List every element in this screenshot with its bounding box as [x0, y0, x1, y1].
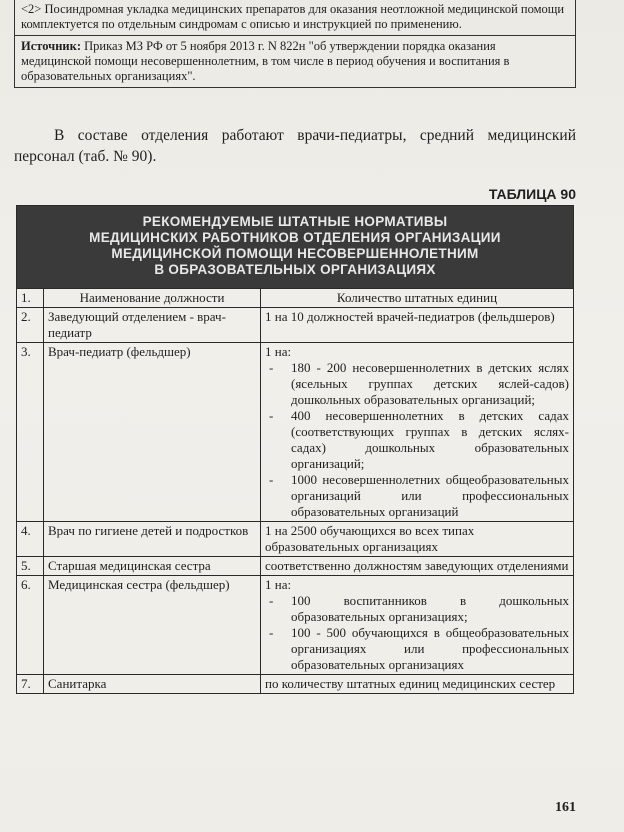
row-number: 7.	[17, 675, 44, 694]
table-row	[17, 522, 574, 557]
position-cell: Заведующий отделением - врач-педиатр	[44, 308, 261, 343]
column-header-row	[17, 289, 574, 308]
position-cell: Врач-педиатр (фельдшер)	[44, 343, 261, 522]
row-number: 6.	[17, 576, 44, 675]
position-cell: Врач по гигиене детей и подростков	[44, 522, 261, 557]
table-title-line: МЕДИЦИНСКОЙ ПОМОЩИ НЕСОВЕРШЕННОЛЕТНИМ	[111, 246, 479, 261]
position-cell: Медицинская сестра (фельдшер)	[44, 576, 261, 675]
count-cell: 1 на 2500 обучающихся во всех типах образовательных организациях	[261, 522, 574, 557]
count-cell: по количеству штатных единиц медицинских сестер	[261, 675, 574, 694]
source-box	[14, 0, 576, 88]
table-row	[17, 576, 574, 675]
count-intro: 1 на:	[265, 344, 292, 359]
position-cell: Санитарка	[44, 675, 261, 694]
table-caption: ТАБЛИЦА 90	[488, 186, 576, 202]
count-intro: 1 на:	[265, 577, 292, 592]
page-number: 161	[555, 800, 576, 815]
position-cell: Старшая медицинская сестра	[44, 557, 261, 576]
count-cell: 1 на 10 должностей врачей-педиатров (фельдшеров)	[261, 308, 574, 343]
count-cell	[261, 576, 574, 675]
table-title-line: РЕКОМЕНДУЕМЫЕ ШТАТНЫЕ НОРМАТИВЫ	[142, 214, 448, 229]
table-title	[17, 206, 574, 289]
col-position-header: Наименование должности	[44, 289, 261, 308]
source-text: Приказ МЗ РФ от 5 ноября 2013 г. N 822н "об утверждении порядка оказания медицинской помощи несовершеннолетним, в том числе в период обучения и воспитания в образовательных организациях".	[21, 39, 510, 83]
table-row	[17, 675, 574, 694]
row-number: 5.	[17, 557, 44, 576]
list-item: - 100 воспитанников в дошкольных образовательных организациях;	[265, 593, 569, 625]
table-row	[17, 557, 574, 576]
source-label: Источник:	[21, 39, 81, 53]
row-number: 4.	[17, 522, 44, 557]
count-list	[265, 360, 569, 520]
table-row	[17, 343, 574, 522]
col-number-header: 1.	[17, 289, 44, 308]
list-item: - 400 несовершеннолетних в детских садах (соответствующих группах в детских яслях-садах) дошкольных образовательных организаций;	[265, 408, 569, 472]
table-row	[17, 308, 574, 343]
table-title-line: МЕДИЦИНСКИХ РАБОТНИКОВ ОТДЕЛЕНИЯ ОРГАНИЗАЦИИ	[89, 230, 501, 245]
list-item: - 100 - 500 обучающихся в общеобразовательных организациях или профессиональных образовательных организациях	[265, 625, 569, 673]
footnote-text: <2> Посиндромная укладка медицинских препаратов для оказания неотложной медицинской помощи комплектуется по отдельным синдромам с описью и инструкцией по применению.	[15, 0, 575, 36]
list-item: - 1000 несовершеннолетних общеобразовательных организаций или профессиональных образовательных организаций	[265, 472, 569, 520]
source-citation	[15, 36, 575, 87]
table-header-row	[17, 206, 574, 289]
list-item: - 180 - 200 несовершеннолетних в детских яслях (ясельных группах детских яслей-садов) дошкольных образовательных организаций;	[265, 360, 569, 408]
count-cell: соответственно должностям заведующих отделениями	[261, 557, 574, 576]
col-count-header: Количество штатных единиц	[261, 289, 574, 308]
count-list	[265, 593, 569, 673]
count-cell	[261, 343, 574, 522]
row-number: 3.	[17, 343, 44, 522]
row-number: 2.	[17, 308, 44, 343]
staffing-table	[16, 205, 574, 694]
table-title-line: В ОБРАЗОВАТЕЛЬНЫХ ОРГАНИЗАЦИЯХ	[154, 262, 436, 277]
body-paragraph: В составе отделения работают врачи-педиатры, средний медицинский персонал (таб. № 90).	[14, 127, 576, 165]
